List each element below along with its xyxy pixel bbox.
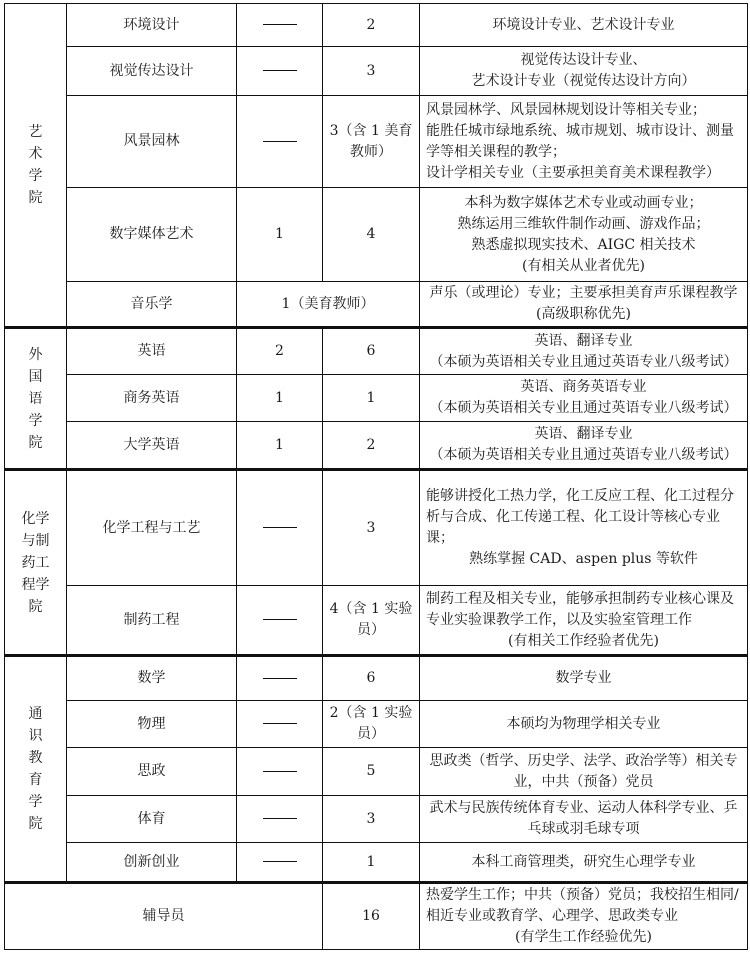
requirement-line: 设计学相关专业（主要承担美育美术课程教学） (426, 164, 720, 181)
master-cell: 16 (323, 883, 420, 950)
requirement-line: 熟练掌握 CAD、aspen plus 等软件 (469, 551, 698, 567)
master-cell: 1 (323, 375, 420, 422)
requirement-line: 武术与民族传统体育专业、运动人体科学专业、乒乓球或羽毛球专项 (429, 800, 738, 837)
table-row (5, 796, 748, 843)
table-row (5, 422, 748, 470)
requirement-line: 英语、翻译专业 (534, 332, 633, 349)
requirement-line: 视觉传达设计专业、 (520, 52, 647, 68)
master-cell: 3 (323, 47, 420, 96)
major-cell: 数学 (67, 656, 237, 701)
major-cell: 体育 (67, 796, 237, 843)
requirement-line: 数学专业 (555, 670, 612, 686)
phd-cell (237, 796, 323, 843)
table-row (5, 656, 748, 701)
requirement-cell (420, 4, 748, 47)
phd-cell (237, 748, 323, 796)
dash-mark (263, 527, 297, 528)
major-cell: 大学英语 (67, 422, 237, 470)
dash-mark (263, 723, 297, 724)
master-cell: 3 (323, 796, 420, 843)
requirement-line: 艺术设计专业（视觉传达设计方向） (471, 73, 696, 89)
table-row (5, 586, 748, 656)
requirement-line: 本科工商管理类，研究生心理学专业 (471, 853, 696, 870)
phd-cell (237, 843, 323, 883)
phd-cell (237, 701, 323, 748)
requirement-line: （本硕为英语相关专业且通过英语专业八级考试） (429, 353, 738, 370)
requirement-line: 熟悉虚拟现实技术、AIGC 相关技术 (471, 236, 696, 253)
table-row (5, 96, 748, 188)
master-cell: 2 (323, 422, 420, 470)
major-cell: 商务英语 (67, 375, 237, 422)
master-cell: 6 (323, 656, 420, 701)
college-cell (5, 4, 67, 328)
requirement-cell (420, 843, 748, 883)
major-cell: 思政 (67, 748, 237, 796)
master-cell: 1 (323, 843, 420, 883)
table-row (5, 701, 748, 748)
requirement-line: 思政类（哲学、历史学、法学、政治学等）相关专业，中共（预备）党员 (429, 752, 738, 790)
dash-mark (263, 818, 297, 819)
phd-cell (237, 656, 323, 701)
requirement-cell (420, 328, 748, 375)
master-cell: 5 (323, 748, 420, 796)
requirement-line: 英语、翻译专业 (534, 426, 633, 442)
requirement-line: 能够讲授化工热力学，化工反应工程、化工过程分析与合成、化工传递工程、化工设计等核心专业课； (426, 488, 734, 546)
dash-mark (263, 678, 297, 679)
phd-cell (237, 4, 323, 47)
requirement-line: 本硕均为物理学相关专业 (506, 715, 661, 732)
requirement-line: 熟练运用三维软件制作动画、游戏作品； (457, 215, 710, 232)
requirement-cell (420, 375, 748, 422)
major-cell: 视觉传达设计 (67, 47, 237, 96)
major-cell: 音乐学 (67, 282, 237, 328)
major-cell: 制药工程 (67, 586, 237, 656)
requirement-cell (420, 586, 748, 656)
dash-mark (263, 70, 297, 71)
requirement-line: (有相关工作经验者优先) (508, 632, 659, 649)
dash-mark (263, 861, 297, 862)
requirement-line: 风景园林学、风景园林规划设计等相关专业； (426, 101, 706, 118)
table-row (5, 282, 748, 328)
requirement-line: 能胜任城市绿地系统、城市规划、城市设计、测量学等相关课程的教学； (426, 122, 734, 160)
major-cell: 创新创业 (67, 843, 237, 883)
table-row (5, 328, 748, 375)
college-cell (5, 656, 67, 883)
requirement-cell (420, 470, 748, 586)
requirement-line: 热爱学生工作；中共（预备）党员；我校招生相同/相近专业或教育学、心理学、思政类专业 (426, 887, 739, 924)
table-row (5, 375, 748, 422)
master-cell: 2（含 1 实验员） (323, 701, 420, 748)
combined-count-cell: 1（美育教师） (237, 282, 420, 328)
table-row (5, 188, 748, 282)
requirement-cell (420, 656, 748, 701)
college-name: 外国语学院 (28, 346, 43, 451)
phd-cell: 1 (237, 422, 323, 470)
major-cell: 英语 (67, 328, 237, 375)
phd-cell (237, 47, 323, 96)
major-cell: 环境设计 (67, 4, 237, 47)
requirement-cell (420, 47, 748, 96)
requirement-line: (高级职称优先) (536, 306, 631, 322)
college-cell (5, 328, 67, 470)
recruitment-table (4, 3, 748, 950)
phd-cell (237, 586, 323, 656)
dash-mark (263, 24, 297, 25)
master-cell: 3 (323, 470, 420, 586)
requirement-cell (420, 188, 748, 282)
requirement-cell (420, 96, 748, 188)
table-row (5, 748, 748, 796)
master-cell: 3（含 1 美育教师） (323, 96, 420, 188)
requirement-line: 环境设计专业、艺术设计专业 (492, 16, 675, 33)
college-name: 艺术学院 (28, 124, 43, 206)
requirement-cell (420, 282, 748, 328)
requirement-cell (420, 422, 748, 470)
requirement-line: 声乐（或理论）专业；主要承担美育声乐课程教学 (429, 285, 738, 301)
requirement-line: （本硕为英语相关专业且通过英语专业八级考试） (429, 400, 738, 416)
master-cell: 6 (323, 328, 420, 375)
master-cell: 4（含 1 实验员） (323, 586, 420, 656)
requirement-cell (420, 748, 748, 796)
master-cell: 2 (323, 4, 420, 47)
dash-mark (263, 141, 297, 142)
requirement-line: 制药工程及相关专业，能够承担制药专业核心课及专业实验课教学工作，以及实验室管理工作 (426, 590, 734, 628)
major-cell: 数字媒体艺术 (67, 188, 237, 282)
table-row (5, 843, 748, 883)
phd-cell: 1 (237, 188, 323, 282)
requirement-line: (有相关从业者优先) (522, 257, 645, 274)
major-cell: 化学工程与工艺 (67, 470, 237, 586)
requirement-cell (420, 796, 748, 843)
table-row (5, 470, 748, 586)
master-cell: 4 (323, 188, 420, 282)
phd-cell: 2 (237, 328, 323, 375)
college-cell (5, 470, 67, 656)
requirement-cell (420, 883, 748, 950)
dash-mark (263, 619, 297, 620)
major-cell: 风景园林 (67, 96, 237, 188)
requirement-line: 英语、商务英语专业 (520, 379, 647, 395)
counselor-label: 辅导员 (5, 883, 323, 950)
table-row (5, 47, 748, 96)
college-name: 化学与制药工程学院 (21, 510, 50, 615)
table-row (5, 4, 748, 47)
requirement-cell (420, 701, 748, 748)
major-cell: 物理 (67, 701, 237, 748)
requirement-line: 本科为数字媒体艺术专业或动画专业； (464, 194, 703, 211)
table-row (5, 883, 748, 950)
phd-cell (237, 470, 323, 586)
requirement-line: （本硕为英语相关专业且通过英语专业八级考试） (429, 447, 738, 463)
college-name: 通识教育学院 (28, 706, 43, 832)
dash-mark (263, 771, 297, 772)
phd-cell: 1 (237, 375, 323, 422)
phd-cell (237, 96, 323, 188)
requirement-line: (有学生工作经验优先) (515, 929, 652, 945)
